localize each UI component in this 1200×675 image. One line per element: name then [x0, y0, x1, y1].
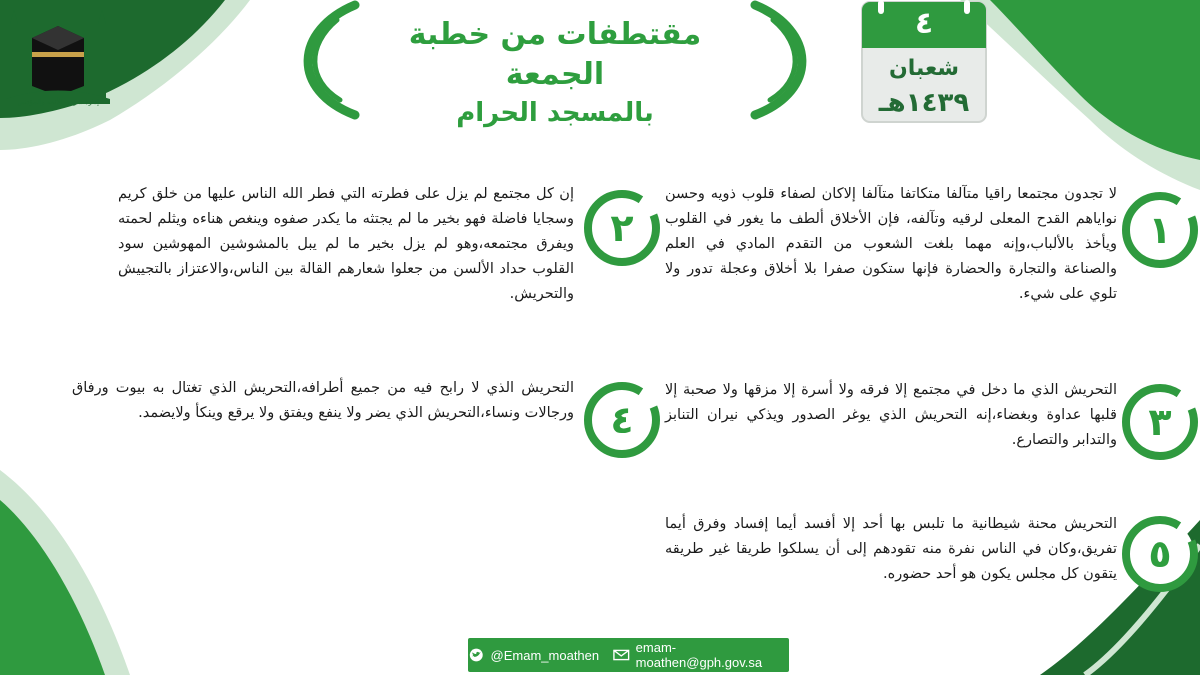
section-number-2: ٢: [610, 206, 634, 250]
section-badge-5: [1120, 514, 1200, 594]
contact-footer: [468, 638, 789, 672]
logo-caption: إدارة شؤون الأئمة والمؤذنين: [16, 98, 100, 106]
title-line-1: مقتطفات من خطبة الجمعة: [408, 17, 702, 92]
section-number-3: ٣: [1148, 400, 1172, 444]
email-icon: [613, 648, 630, 662]
section-number-4: ٤: [610, 398, 634, 442]
calendar-month: شعبان: [888, 56, 960, 81]
twitter-handle[interactable]: @Emam_moathen: [490, 647, 600, 663]
section-number-1: ١: [1148, 208, 1172, 252]
section-badge-4: [582, 380, 662, 460]
section-text-2: إن كل مجتمع لم يزل على فطرته التي فطر الله الناس عليها من خلق كريم وسجايا فاضلة فهو بخير ما لم يجتثه ما يكدر صفوه وينغص هناءه ويثلم لحمته ويفرق مجتمعه،وهو لم يزل بخير ما لم يبل بالمشوشين المهوشين سود القلوب حداد الألسن من جعلوا شعارهم القالة بين الناس،والاعتزاز بالتجييش والتحريش.: [118, 186, 574, 302]
calendar-date: [860, 0, 988, 125]
section-text-4: التحريش الذي لا رابح فيه من جميع أطرافه،التحريش الذي تغتال به بيوت ورفاق ورجالات ونساء،التحريش الذي يضر ولا ينفع ويفتق ولا يرقع وينكأ ولايضمد.: [72, 380, 574, 421]
section-badge-2: [582, 188, 662, 268]
title-line-2: بالمسجد الحرام: [456, 98, 654, 128]
section-text-1: لا تجدون مجتمعا راقيا متآلفا متكاتفا متآلفا إلاكان لصفاء قلوب ذويه وحسن نواياهم القدح المعلى لرقيه وتآلفه، فإن الأخلاق ألطف ما يغور في القلوب ويأخذ بالألباب،وإنه مهما بلغت الشعوب من التقدم المادي في العلم والصناعة والتجارة والحضارة فإنها ستكون صفرا بلا أخلاق وعجلة تدور ولا تلوي على شيء.: [665, 186, 1117, 302]
section-number-5: ٥: [1148, 532, 1172, 576]
calendar-year: ١٤٣٩هـ: [878, 88, 970, 118]
section-text-5: التحريش محنة شيطانية ما تلبس بها أحد إلا أفسد أيما إفساد وفرق أيما تفريق،وكان في الناس نفرة منه تقودهم إلى أن يسلكوا طريقا غير طريقه يتقون كل مجلس يكون هو أحد حضوره.: [665, 516, 1117, 582]
calendar-day: ٤: [914, 6, 934, 41]
page-title: [360, 15, 750, 128]
email-address[interactable]: emam-moathen@gph.gov.sa: [635, 640, 763, 670]
twitter-icon: [468, 648, 485, 662]
section-text-3: التحريش الذي ما دخل في مجتمع إلا فرقه ولا أسرة إلا مزقها ولا صحبة إلا قلبها عداوة وبغضاء،إنه التحريش الذي يوغر الصدور ويذكي نيران التنابز والتدابر والتصارع.: [665, 382, 1117, 448]
section-badge-1: [1120, 190, 1200, 270]
section-badge-3: [1120, 382, 1200, 462]
